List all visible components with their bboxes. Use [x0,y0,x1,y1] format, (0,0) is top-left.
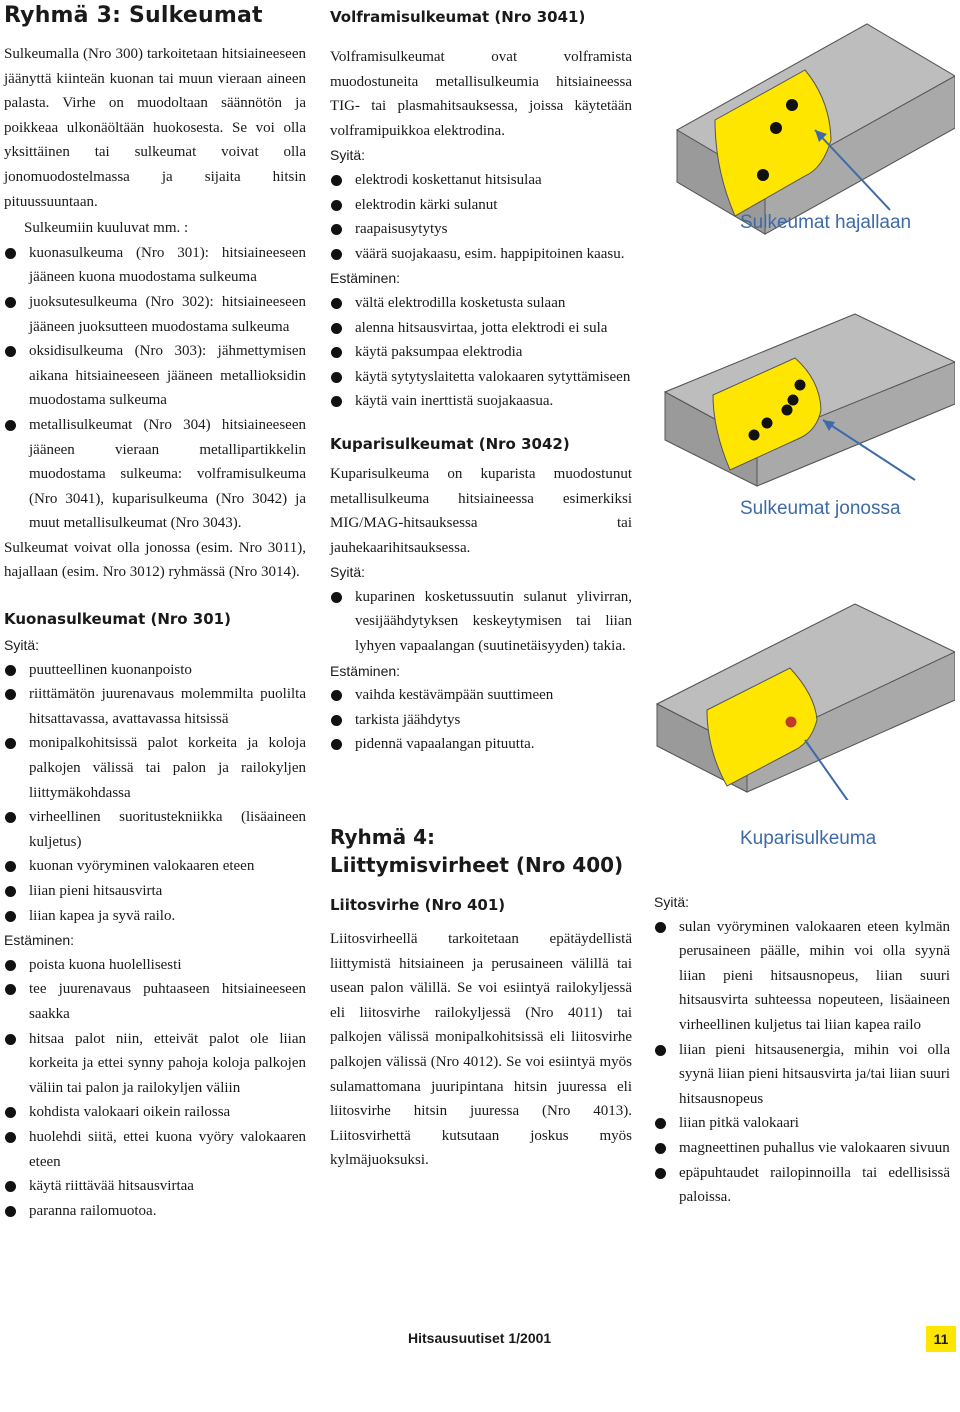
list-item: alenna hitsausvirtaa, jotta elektrodi ei sula [330,316,632,341]
list-item: riittämätön juurenavaus molemmilta puolilta hitsattavassa, avattavassa hitsissä [4,682,306,731]
tungsten-intro: Volframisulkeumat ovat volframista muodostuneita metallisulkeumia hitsiaineessa TIG- tai plasmahitsauksessa, joissa käytetään volframipuikkoa elektrodina. [330,49,632,139]
list-item: sulan vyöryminen valokaaren eteen kylmän perusaineen päälle, mihin voi olla syynä liian pieni hitsausnopeus, liian suuri hitsausvirta suhteessa nopeuteen, lisäaineen virheellinen kuljetus tai liian kapea railo [654,915,950,1038]
publication-name: Hitsausuutiset 1/2001 [408,1330,552,1346]
slag-causes-list [4,658,306,929]
copper-heading: Kuparisulkeumat (Nro 3042) [330,434,570,453]
slag-inclusions-heading: Kuonasulkeumat (Nro 301) [4,610,231,629]
column-1 [4,0,306,1223]
column-2 [330,0,632,1173]
weld-plate-illustration [655,310,955,500]
list-item: huolehdi siitä, ettei kuona vyöry valokaaren eteen [4,1125,306,1174]
prevention-label: Estäminen: [330,662,401,679]
copper-causes-list [330,585,632,659]
list-item: liian pieni hitsausvirta [4,879,306,904]
list-item: käytä vain inerttistä suojakaasua. [330,389,632,414]
tungsten-prevention-list [330,291,632,414]
diagram-copper-inclusion [655,600,955,800]
list-item: pidennä vapaalangan pituutta. [330,732,632,757]
list-item: paranna railomuotoa. [4,1199,306,1224]
fusion-defect-heading: Liitosvirhe (Nro 401) [330,896,506,915]
caption-scattered: Sulkeumat hajallaan [740,212,912,233]
list-item: tarkista jäähdytys [330,708,632,733]
list-item: väärä suojakaasu, esim. happipitoinen kaasu. [330,242,632,267]
list-item: käytä riittävää hitsausvirtaa [4,1174,306,1199]
list-item: kuonasulkeuma (Nro 301): hitsiaineeseen jääneen kuona muodostama sulkeuma [4,241,306,290]
list-item: monipalkohitsissä palot korkeita ja koloja palkojen välissä tai palon ja railokyljen liittymäkohdassa [4,731,306,805]
list-item: käytä paksumpaa elektrodia [330,340,632,365]
include-label: Sulkeumiin kuuluvat mm. : [24,220,189,237]
list-item: elektrodi koskettanut hitsisulaa [330,168,632,193]
list-item: metallisulkeumat (Nro 304) hitsiaineeseen jääneen vieraan metallipartikkelin muodostama sulkeuma: volframisulkeuma (Nro 3041), kuparisulkeuma (Nro 3042) ja muut metallisulkeumat (Nro 3043). [4,413,306,536]
fusion-defect-text: Liitosvirheellä tarkoitetaan epätäydellistä liittymistä hitsiaineen ja perusaineen välillä tai usean palon välillä. Se voi esiintyä railokyljessä eli liitosvirhe railokyljessä (Nro 4011) tai palkojen välissä monipalkohitsissä eli liitosvirhe palkojen välissä (Nro 4012). Se voi esiintyä myös sulamattomana juuripintana hitsin juuressa eli liitosvirhe hitsin juuressa (Nro 4013). Liitosvirhettä kutsutaan joskus myös kylmäjuoksuksi. [330,931,632,1169]
list-item: kuparinen kosketussuutin sulanut ylivirran, vesijäähdytyksen keskeytymisen tai liian lyhyen vapaalangan (suutinetäisyyden) takia. [330,585,632,659]
list-item: liian pieni hitsausenergia, mihin voi olla syynä liian pieni hitsausvirta ja/tai liian suuri hitsausnopeus [654,1038,950,1112]
list-item: kohdista valokaari oikein railossa [4,1100,306,1125]
causes-label: Syitä: [330,564,366,581]
list-item: vältä elektrodilla kosketusta sulaan [330,291,632,316]
arrangement-paragraph: Sulkeumat voivat olla jonossa (esim. Nro 3011), hajallaan (esim. Nro 3012) ryhmässä (Nro 3014). [4,539,306,581]
list-item: kuonan vyöryminen valokaaren eteen [4,854,306,879]
inclusion-types-list [4,241,306,536]
list-item: liian kapea ja syvä railo. [4,904,306,929]
prevention-label: Estäminen: [4,932,75,949]
list-item: liian pitkä valokaari [654,1111,950,1136]
caption-linear: Sulkeumat jonossa [740,498,901,519]
group4-title-line1: Ryhmä 4: [330,825,435,850]
list-item: puutteellinen kuonanpoisto [4,658,306,683]
list-item: juoksutesulkeuma (Nro 302): hitsiaineeseen jääneen juoksutteen muodostama sulkeuma [4,290,306,339]
fusion-causes-list [654,915,950,1210]
prevention-label: Estäminen: [330,270,401,287]
list-item: poista kuona huolellisesti [4,953,306,978]
list-item: elektrodin kärki sulanut [330,193,632,218]
causes-label: Syitä: [4,637,40,654]
causes-label: Syitä: [330,147,366,164]
list-item: vaihda kestävämpään suuttimeen [330,683,632,708]
page-number: 11 [926,1326,956,1352]
list-item: epäpuhtaudet railopinnoilla tai edellisissä paloissa. [654,1161,950,1210]
tungsten-heading: Volframisulkeumat (Nro 3041) [330,8,586,26]
list-item: magneettinen puhallus vie valokaaren sivuun [654,1136,950,1161]
causes-label: Syitä: [654,894,690,910]
list-item: hitsaa palot niin, etteivät palot ole liian korkeita ja ettei synny pahoja koloja palkojen väliin tai palon ja railokyljen väliin [4,1027,306,1101]
column-3-text [654,890,950,1210]
tungsten-causes-list [330,168,632,266]
group4-title-line2: Liittymisvirheet (Nro 400) [330,853,624,878]
weld-plate-illustration [655,600,955,800]
diagram-linear-inclusions [655,310,955,500]
intro-paragraph: Sulkeumalla (Nro 300) tarkoitetaan hitsiaineeseen jäänyttä kiinteän kuonan tai muun vieraan aineen palasta. Virhe on muodoltaan säännötön ja poikkeaa ulkonäöltään huokosesta. Se voi olla yksittäinen tai sulkeumat voivat olla jonomuodostelmassa ja sijaita hitsin pituussuuntaan. [4,46,306,210]
list-item: virheellinen suoritustekniikka (lisäaineen kuljetus) [4,805,306,854]
list-item: raapaisusytytys [330,217,632,242]
caption-copper: Kuparisulkeuma [740,828,877,849]
list-item: oksidisulkeuma (Nro 303): jähmettymisen aikana hitsiaineeseen jääneen metallioksidin muodostama sulkeuma [4,339,306,413]
list-item: tee juurenavaus puhtaaseen hitsiaineeseen saakka [4,977,306,1026]
section-title: Ryhmä 3: Sulkeumat [4,3,263,28]
copper-prevention-list [330,683,632,757]
list-item: käytä sytytyslaitetta valokaaren sytyttämiseen [330,365,632,390]
slag-prevention-list [4,953,306,1224]
copper-intro: Kuparisulkeuma on kuparista muodostunut metallisulkeuma hitsiaineessa esimerkiksi MIG/MAG-hitsauksessa tai jauhekaarihitsauksessa. [330,465,632,556]
